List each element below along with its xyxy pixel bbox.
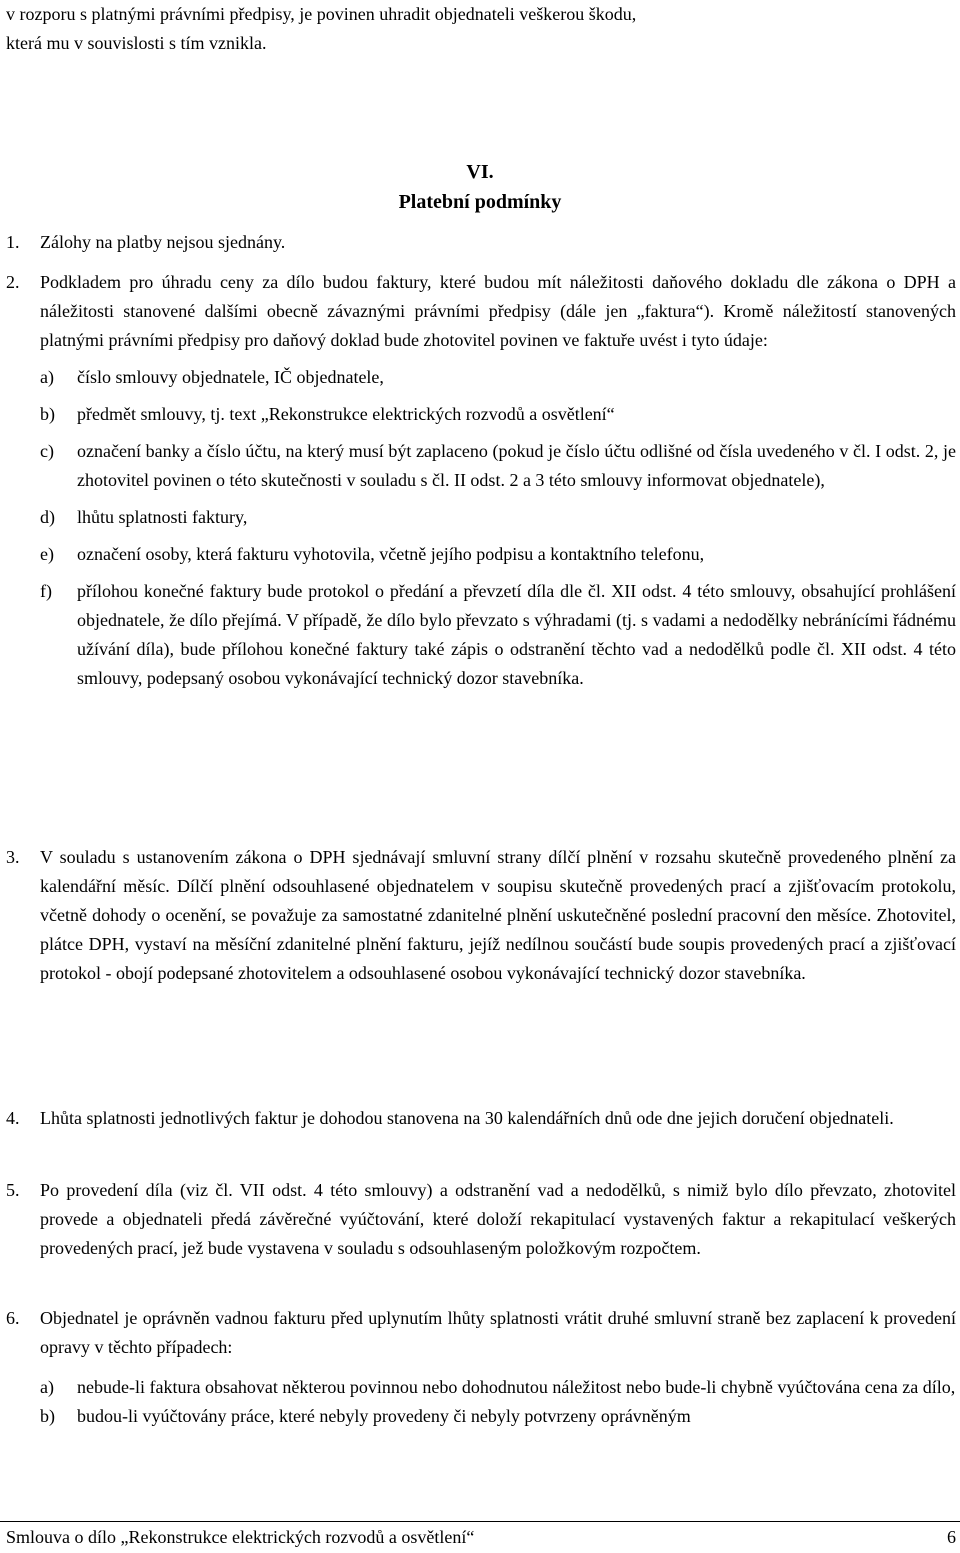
sub-item-a (40, 1373, 956, 1402)
intro-line-2: která mu v souvislosti s tím vznikla. (6, 33, 267, 53)
sub-item-letter: b) (40, 1406, 55, 1426)
footer-document-title: Smlouva o dílo „Rekonstrukce elektrických rozvodů a osvětlení“ (6, 1527, 475, 1547)
item-number: 2. (6, 272, 20, 292)
sub-item-text: číslo smlouvy objednatele, IČ objednatele, (77, 367, 384, 387)
sub-item-letter: a) (40, 367, 54, 387)
sub-item-text: lhůtu splatnosti faktury, (77, 507, 248, 527)
intro-line-1: v rozporu s platnými právními předpisy, je povinen uhradit objednateli veškerou škodu, (6, 4, 637, 24)
list-item-2 (6, 268, 956, 693)
item-text: V souladu s ustanovením zákona o DPH sjednávají smluvní strany dílčí plnění v rozsahu skutečně provedeného plnění za kalendářní měsíc. Dílčí plnění odsouhlasené objednatelem v soupisu skutečně provedených prací a zjišťovacím protokolu, včetně dohody o ocenění, se považuje za samostatné zdanitelné plnění uskutečněné poslední pracovní den měsíce. Zhotovitel, plátce DPH, vystaví na měsíční zdanitelné plnění fakturu, jejíž nedílnou součástí bude soupis provedených prací a zjišťovací protokol - obojí podepsané zhotovitelem a odsouhlasené osobou vykonávající technický dozor stavebníka. (40, 847, 956, 983)
list-item-3 (6, 843, 956, 988)
item-number: 5. (6, 1180, 20, 1200)
item-number: 6. (6, 1308, 20, 1328)
sub-item-c (40, 437, 956, 495)
item-text: Zálohy na platby nejsou sjednány. (40, 232, 286, 252)
section-title: Platební podmínky (398, 191, 562, 213)
list-item-4 (6, 1104, 956, 1133)
footer-divider (0, 1521, 960, 1522)
item-number: 1. (6, 232, 20, 252)
item-text: Lhůta splatnosti jednotlivých faktur je dohodou stanovena na 30 kalendářních dnů ode dne jejich doručení objednateli. (40, 1108, 894, 1128)
sub-item-a (40, 363, 956, 392)
sub-item-letter: e) (40, 544, 54, 564)
sub-item-b (40, 1402, 956, 1431)
sub-item-letter: b) (40, 404, 55, 424)
section-number: VI. (466, 161, 494, 183)
item-text: Po provedení díla (viz čl. VII odst. 4 této smlouvy) a odstranění vad a nedodělků, s nimiž bylo dílo převzato, zhotovitel provede a objednateli předá závěrečné vyúčtování, které doloží rekapitulací vystavených faktur a rekapitulací veškerých provedených prací, jež bude vystavena v souladu s odsouhlaseným položkovým rozpočtem. (40, 1180, 956, 1258)
sub-item-b (40, 400, 956, 429)
sub-item-f (40, 577, 956, 693)
list-item-5 (6, 1176, 956, 1263)
sub-item-d (40, 503, 956, 532)
item-text: Podkladem pro úhradu ceny za dílo budou faktury, které budou mít náležitosti daňového dokladu dle zákona o DPH a náležitosti stanovené dalšími obecně závaznými právními předpisy (dále jen „faktura“). Kromě náležitostí stanovených platnými právními předpisy pro daňový doklad bude zhotovitel povinen ve faktuře uvést i tyto údaje: (40, 272, 956, 350)
item-number: 3. (6, 847, 20, 867)
sub-item-text: budou-li vyúčtovány práce, které nebyly provedeny či nebyly potvrzeny oprávněným (77, 1406, 691, 1426)
sub-item-text: označení banky a číslo účtu, na který musí být zaplaceno (pokud je číslo účtu odlišné od čísla uvedeného v čl. I odst. 2, je zhotovitel povinen o této skutečnosti v souladu s čl. II odst. 2 a 3 této smlouvy informovat objednatele), (77, 441, 956, 490)
list-item-1 (6, 228, 426, 257)
item-number: 4. (6, 1108, 20, 1128)
sub-item-text: označení osoby, která fakturu vyhotovila, včetně jejího podpisu a kontaktního telefonu, (77, 544, 705, 564)
sub-item-e (40, 540, 956, 569)
sub-item-text: přílohou konečné faktury bude protokol o předání a převzetí díla dle čl. XII odst. 4 této smlouvy, obsahující prohlášení objednatele, že dílo přejímá. V případě, že dílo bylo převzato s výhradami (tj. s vadami a nedodělky nebránícími řádnému užívání díla), bude přílohou konečné faktury také zápis o odstranění těchto vad a nedodělků podle čl. XII odst. 4 této smlouvy, podepsaný osobou vykonávající technický dozor stavebníka. (77, 581, 956, 688)
sub-item-letter: c) (40, 441, 54, 461)
sub-item-letter: a) (40, 1377, 54, 1397)
sub-item-letter: d) (40, 507, 55, 527)
page-number: 6 (947, 1527, 956, 1547)
sub-item-letter: f) (40, 581, 52, 601)
list-item-6 (6, 1304, 956, 1431)
intro-paragraph (6, 0, 954, 58)
item-text: Objednatel je oprávněn vadnou fakturu před uplynutím lhůty splatnosti vrátit druhé smluvní straně bez zaplacení k provedení opravy v těchto případech: (40, 1308, 956, 1357)
sub-item-text: nebude-li faktura obsahovat některou povinnou nebo dohodnutou náležitost nebo bude-li chybně vyúčtována cena za dílo, (77, 1377, 956, 1397)
sub-item-text: předmět smlouvy, tj. text „Rekonstrukce elektrických rozvodů a osvětlení“ (77, 404, 615, 424)
